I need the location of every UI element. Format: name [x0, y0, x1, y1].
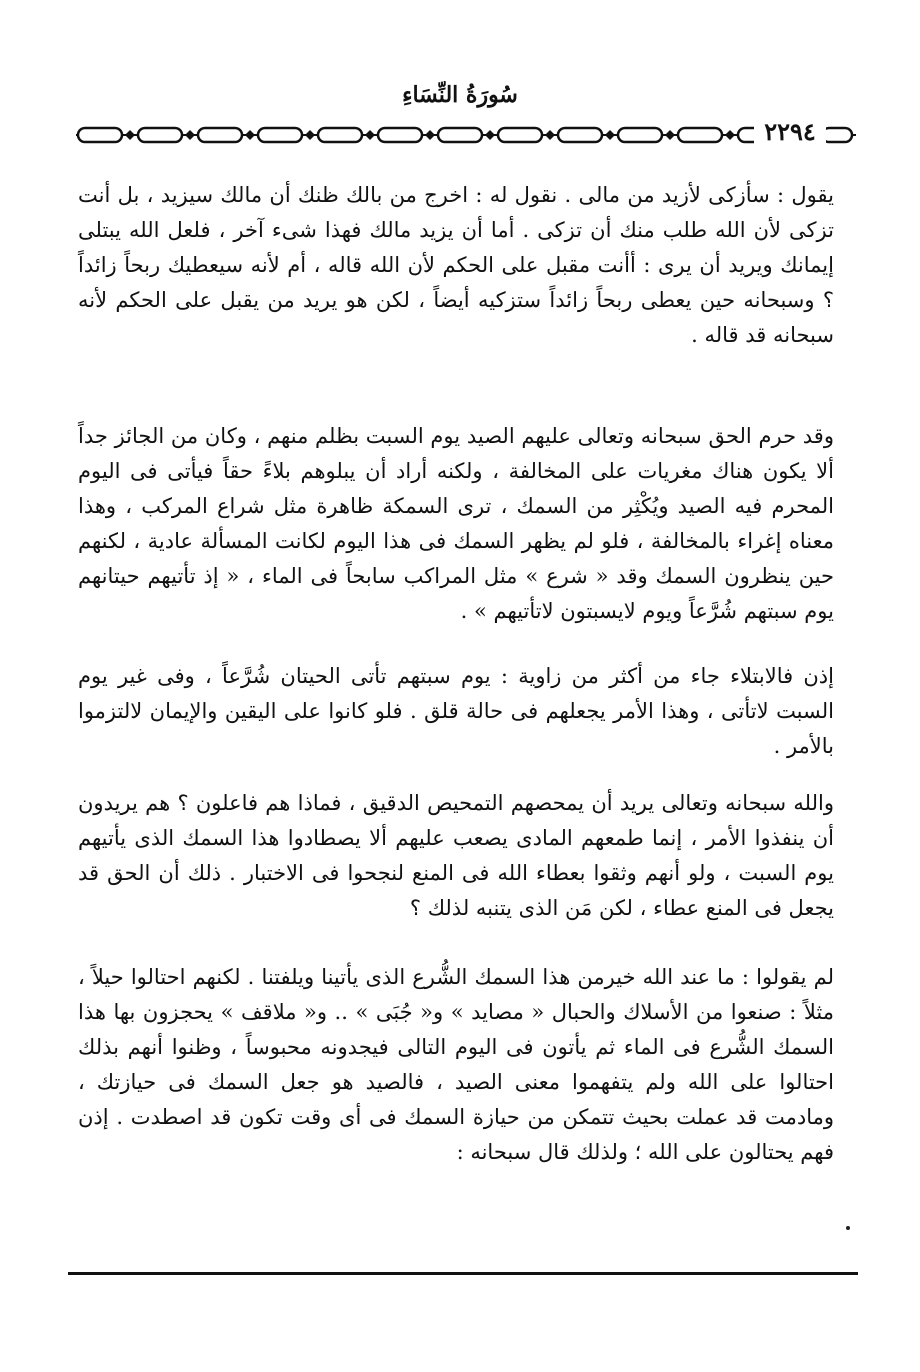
ornament-diamond [305, 130, 315, 140]
ornament-diamond [605, 130, 615, 140]
ornament-diamond [365, 130, 375, 140]
ornament-link [198, 128, 242, 142]
ornament-diamond [545, 130, 555, 140]
ornamental-border [76, 120, 856, 150]
ornament-diamond [185, 130, 195, 140]
ornament-link [618, 128, 662, 142]
paragraph-5: لم يقولوا : ما عند الله خيرمن هذا السمك الشُّرع الذى يأتينا ويلفتنا . لكنهم احتالوا حيلاً ، مثلاً : صنعوا من الأسلاك والحبال « مصايد » و« جُبَى » .. و« ملاقف » يحجزون بها هذا السمك الشُّرع فى الماء ثم يأتون فى اليوم التالى فيجدونه محبوساً ، وظنوا أنهم بذلك احتالوا على الله ولم يتفهموا معنى الصيد ، فالصيد هو جعل السمك فى حيازتك ، ومادمت قد عملت بحيث تتمكن من حيازة السمك فى أى وقت تكون قد اصطدت . إذن فهم يحتالون على الله ؛ ولذلك قال سبحانه : [78, 965, 834, 1164]
ornament-end-link [822, 128, 852, 142]
ornament-diamond [665, 130, 675, 140]
paragraph-3: إذن فالابتلاء جاء من أكثر من زاوية : يوم سبتهم تأتى الحيتان شُرَّعاً ، وفى غير يوم السبت لاتأتى ، وهذا الأمر يجعلهم فى حالة قلق . فلو كانوا على اليقين والإيمان لالتزموا بالأمر . [78, 664, 834, 758]
ornament-diamond [725, 130, 735, 140]
ornament-link [258, 128, 302, 142]
ornament-diamond [245, 130, 255, 140]
ornament-link [498, 128, 542, 142]
ornament-diamond [485, 130, 495, 140]
ornament-link [438, 128, 482, 142]
bottom-rule [68, 1272, 858, 1275]
paragraph-2: وقد حرم الحق سبحانه وتعالى عليهم الصيد يوم السبت بظلم منهم ، وكان من الجائز جداً ألا يكون هناك مغريات على المخالفة ، ولكنه أراد أن يبلوهم بلاءً حقاً فيأتى فى اليوم المحرم فيه الصيد ويُكْثِر من السمك ، ترى السمكة ظاهرة مثل شراع المركب ، وهذا معناه إغراء بالمخالفة ، فلو لم يظهر السمك فى هذا اليوم لكانت المسألة عادية ، لكنهم حين ينظرون السمك وقد « شرع » مثل المراكب سابحاً فى الماء ، « إذ تأتيهم حيتانهم يوم سبتهم شُرَّعاً ويوم لايسبتون لاتأتيهم » . [78, 424, 834, 623]
ornament-link [318, 128, 362, 142]
ornament-link [138, 128, 182, 142]
page-number: ٢٢٩٤ [754, 116, 826, 148]
ornament-link [378, 128, 422, 142]
ornament-link [558, 128, 602, 142]
margin-mark [846, 1226, 850, 1230]
ornament-link [678, 128, 722, 142]
ornament-diamond [125, 130, 135, 140]
surah-title: سُورَةُ النِّسَاءِ [402, 82, 518, 108]
ornament-diamond [425, 130, 435, 140]
ornament-link [78, 128, 122, 142]
paragraph-4: والله سبحانه وتعالى يريد أن يمحصهم التمحيص الدقيق ، فماذا هم فاعلون ؟ هم يريدون أن ينفذوا الأمر ، إنما طمعهم المادى يصعب عليهم ألا يصطادوا هذا السمك الذى يأتيهم يوم السبت ، ولو أنهم وثقوا بعطاء الله فى المنع لنجحوا فى الاختبار . ذلك أن الحق قد يجعل فى المنع عطاء ، لكن مَن الذى يتنبه لذلك ؟ [78, 791, 834, 920]
paragraph-1: يقول : سأزكى لأزيد من مالى . نقول له : اخرج من بالك ظنك أن مالك سيزيد ، بل أنت تزكى لأن الله طلب منك أن تزكى . أما أن يزيد مالك فهذا شىء آخر ، فلعل الله يبتلى إيمانك ويريد أن يرى : أأنت مقبل على الحكم لأن الله قاله ، أم لأنه سيعطيك ربحاً زائداً ؟ وسبحانه حين يعطى ربحاً زائداً ستزكيه أيضاً ، لكن هو يريد من يقبل على الحكم لأنه سبحانه قد قاله . [78, 183, 834, 347]
chain-ornament [76, 120, 856, 150]
page-body [78, 178, 834, 1170]
